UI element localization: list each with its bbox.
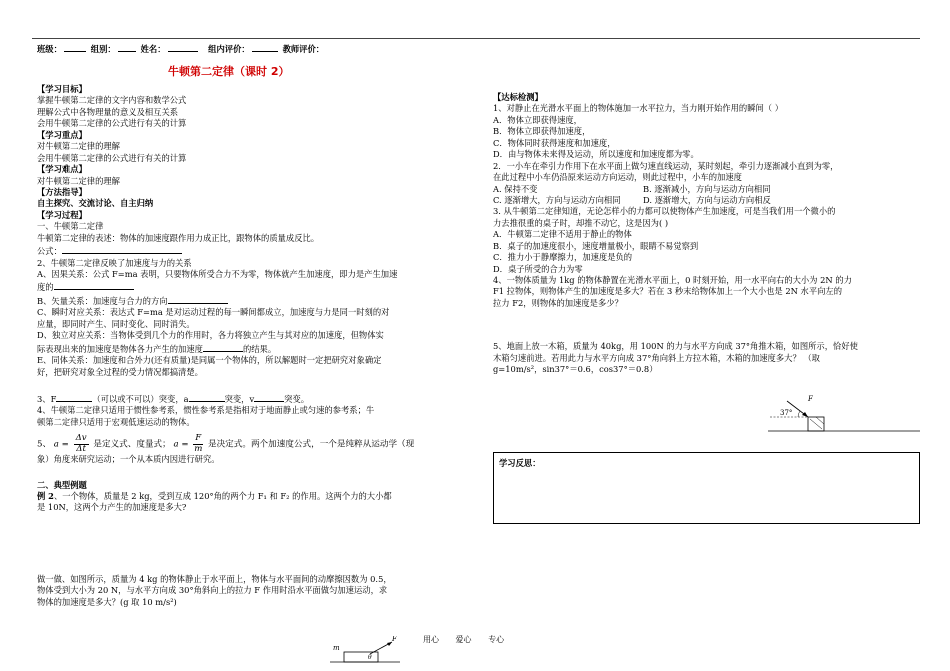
process-line-4: 2、牛顿第二定律反映了加速度与力的关系	[37, 257, 192, 268]
group-label: 组别：	[90, 44, 116, 54]
sudden-f: 3、F	[37, 393, 57, 404]
formula-blank[interactable]	[62, 244, 182, 254]
difficulty-1: 对牛顿第二定律的理解	[37, 175, 120, 186]
q2-stem-2: 在此过程中小车仍沿原来运动方向运动，则此过程中，小车的加速度	[493, 172, 742, 183]
reflection-label: 学习反思：	[499, 458, 541, 468]
example-2-line-2: 是 10N，这两个力产生的加速度是多大?	[37, 502, 187, 513]
formula-index: 5、	[37, 439, 52, 450]
cause-blank[interactable]	[54, 280, 134, 290]
q2-option-d[interactable]: D. 逐渐增大，方向与运动方向相反	[643, 194, 771, 205]
process-line-9: 应量，即同时产生、同时变化、同时消失。	[37, 318, 195, 329]
formula-post: 是决定式。两个加速度公式，一个是纯粹从运动学（现	[207, 439, 415, 450]
formula-num-2: F	[195, 433, 202, 444]
process-line-15: 4、牛顿第二定律只适用于惯性参考系，惯性参考系是指相对于地面静止或匀速的参考系；牛	[37, 405, 375, 416]
name-label: 姓名：	[140, 44, 166, 54]
left-column	[37, 84, 467, 608]
sum-tail: 的结果。	[242, 343, 277, 354]
formula-mid: 是定义式、度量式；	[93, 439, 171, 450]
process-line-16: 顿第二定律只适用于宏观低速运动的物体。	[37, 416, 195, 427]
q1-option-c[interactable]: C．物体同时获得速度和加速度，	[493, 137, 616, 148]
push-box-figure	[760, 393, 930, 441]
sum-blank-line	[37, 342, 467, 355]
example-2-text: 、一个物体，质量是 2 kg，受到互成 120°角的两个力 F₁ 和 F₂ 的作用。这两个力的大小都	[53, 491, 392, 502]
process-line-8: C、瞬时对应关系：表达式 F=ma 是对运动过程的每一瞬间都成立，加速度与力是同一时刻的对	[37, 307, 390, 318]
process-line-13: 好，把研究对象全过程的受力情况都搞清楚。	[37, 366, 203, 377]
key-2: 会用牛顿第二定律的公式进行有关的计算	[37, 152, 187, 163]
q4-line-3: 拉力 F2，则物体的加速度是多少？	[493, 297, 623, 308]
q3-stem-2: 力去推很重的桌子时，却推不动它，这是因为( )	[493, 217, 669, 228]
process-line-2: 牛顿第二定律的表述：物体的加速度跟作用力成正比，跟物体的质量成反比。	[37, 232, 320, 243]
q2-options-ab	[493, 184, 918, 195]
peer-eval-label: 组内评价：	[208, 44, 250, 54]
q2-option-b[interactable]: B. 逐渐减小，方向与运动方向相同	[643, 183, 771, 194]
sudden-change-line	[37, 392, 467, 405]
q3-option-d[interactable]: D．桌子所受的合力为零	[493, 263, 583, 274]
angle-arc	[798, 411, 800, 417]
formula-a2: a =	[173, 439, 189, 450]
q2-option-a[interactable]: A. 保持不变	[493, 183, 538, 194]
name-blank[interactable]	[168, 42, 198, 52]
footer-motto: 用心 爱心 专心	[423, 635, 505, 644]
test-heading: 【达标检测】	[493, 92, 543, 102]
process-line-1: 一、牛顿第二定律	[37, 221, 104, 232]
formula-den-1: Δt	[76, 443, 86, 454]
try-line-2: 物体受到大小为 20 N，与水平方向成 30°角斜向上的拉力 F 作用时沿水平面做匀加速运动，求	[37, 585, 388, 596]
right-column	[493, 92, 918, 376]
formula-den-2: m	[194, 443, 203, 454]
peer-eval-blank[interactable]	[252, 42, 278, 52]
goal-1: 掌握牛顿第二定律的文字内容和数学公式	[37, 95, 187, 106]
formula-num-1: Δv	[75, 433, 87, 444]
sudden-f-blank[interactable]	[56, 392, 92, 402]
method-1: 自主探究、交流讨论、自主归纳	[37, 198, 154, 209]
difficulty-heading: 【学习难点】	[37, 164, 87, 175]
key-1: 对牛顿第二定律的理解	[37, 141, 120, 152]
q5-line-2: 木箱匀速前进。若用此力与水平方向成 37°角向斜上方拉木箱，木箱的加速度多大？ （取	[493, 352, 820, 363]
q2-stem-1: 2．一小车在牵引力作用下在水平面上做匀速直线运动，某时刻起，牵引力逐渐减小直到为零，	[493, 160, 839, 171]
force-label: F	[808, 395, 813, 403]
q2-option-c[interactable]: C. 逐渐增大，方向与运动方向相同	[493, 194, 621, 205]
q4-line-2: F1 拉物体，则物体产生的加速度是多大？若在 3 秒末给物体加上一个大小也是 2N 水平向左的	[493, 286, 843, 297]
q4-line-1: 4、一物体质量为 1kg 的物体静置在光滑水平面上，0 时刻开始，用一水平向右的大小为 2N 的力	[493, 275, 852, 285]
goal-2: 理解公式中各物理量的意义及相互关系	[37, 106, 179, 117]
process-line-17: 象）角度来研究运动；一个从本质内因进行研究。	[37, 454, 220, 465]
q1-option-a[interactable]: A．物体立即获得速度，	[493, 114, 582, 125]
force-label: F	[392, 636, 397, 643]
definition-formula	[74, 434, 89, 454]
q2-options-cd	[493, 195, 918, 206]
sudden-v-blank[interactable]	[254, 392, 284, 402]
try-line-3: 物体的加速度是多大？(g 取 10 m/s²)	[37, 596, 177, 607]
vector-blank-line	[37, 294, 467, 307]
q3-option-c[interactable]: C．推力小于静摩擦力，加速度是负的	[493, 252, 633, 263]
formula-a1: a =	[53, 439, 69, 450]
formula-label: 公式：	[37, 246, 62, 257]
cause-blank-line	[37, 280, 467, 293]
sum-label: 际表现出来的加速度是物体各力产生的加速度	[37, 343, 203, 354]
formula-blank-line	[37, 244, 467, 257]
process-heading: 【学习过程】	[37, 209, 87, 220]
q1-option-d[interactable]: D．由与物体未来得及运动，所以速度和加速度都为零。	[493, 149, 699, 160]
class-blank[interactable]	[64, 42, 86, 52]
sudden-a: （可以或不可以）突变，a	[92, 393, 189, 404]
reflection-box[interactable]	[493, 452, 920, 524]
sudden-v: 突变，v	[224, 393, 255, 404]
cause-label: 度的	[37, 282, 54, 293]
example-2-lead: 例 2	[37, 491, 54, 502]
q3-option-a[interactable]: A．牛顿第二定律不适用于静止的物体	[493, 229, 632, 240]
process-line-10: D、独立对应关系：当物体受到几个力的作用时，各力将独立产生与其对应的加速度，但物体实	[37, 330, 384, 341]
q1-stem: 1、对静止在光滑水平面上的物体施加一水平拉力，当力刚开始作用的瞬间（ ）	[493, 103, 784, 114]
formula-line	[37, 434, 467, 454]
block	[344, 652, 378, 662]
q5-line-1: 5、地面上放一木箱，质量为 40kg，用 100N 的力与水平方向成 37°角推木箱，如图所示，恰好使	[493, 341, 858, 352]
try-line-1: 做一做、如图所示，质量为 4 kg 的物体静止于水平面上，物体与水平面间的动摩擦因数为 0.5，	[37, 573, 392, 584]
vector-label: B、矢量关系：加速度与合力的方向	[37, 295, 168, 306]
q1-option-b[interactable]: B．物体立即获得加速度，	[493, 126, 591, 137]
sudden-tail: 突变。	[284, 393, 310, 404]
key-heading: 【学习重点】	[37, 129, 87, 140]
goal-3: 会用牛顿第二定律的公式进行有关的计算	[37, 118, 187, 129]
angle-label: θ	[368, 654, 372, 661]
mass-label: m	[333, 644, 340, 652]
q5-line-3: g=10m/s²，sin37°＝0.6，cos37°＝0.8）	[493, 364, 658, 375]
q3-option-b[interactable]: B．桌子的加速度很小，速度增量极小，眼睛不易觉察到	[493, 240, 699, 251]
examples-heading: 二、典型例题	[37, 479, 87, 490]
sum-blank[interactable]	[203, 342, 243, 352]
angle-label: 37°	[780, 409, 793, 417]
process-line-12: E、同体关系：加速度和合外力(还有质量)是同属一个物体的，所以解题时一定把研究对象确定	[37, 355, 382, 366]
method-heading: 【方法指导】	[37, 186, 87, 197]
teacher-eval-label: 教师评价：	[282, 44, 325, 54]
sudden-a-blank[interactable]	[189, 392, 225, 402]
group-blank[interactable]	[118, 42, 136, 52]
example-2-line-1	[37, 491, 467, 502]
page-title: 牛顿第二定律（课时 2）	[168, 65, 290, 78]
determination-formula	[193, 434, 203, 454]
class-label: 班级：	[37, 44, 62, 54]
incline-force-figure	[330, 636, 402, 666]
vector-blank[interactable]	[168, 294, 228, 304]
header-fields	[37, 42, 324, 55]
header-rule	[32, 38, 920, 39]
process-line-5: A、因果关系：公式 F=ma 表明，只要物体所受合力不为零，物体就产生加速度，即力是产生加速	[37, 269, 398, 279]
q3-stem-1: 3. 从牛顿第二定律知道，无论怎样小的力都可以使物体产生加速度，可是当我们用一个微小的	[493, 206, 836, 217]
goals-heading: 【学习目标】	[37, 84, 87, 94]
crate-hatch-2	[816, 417, 824, 424]
